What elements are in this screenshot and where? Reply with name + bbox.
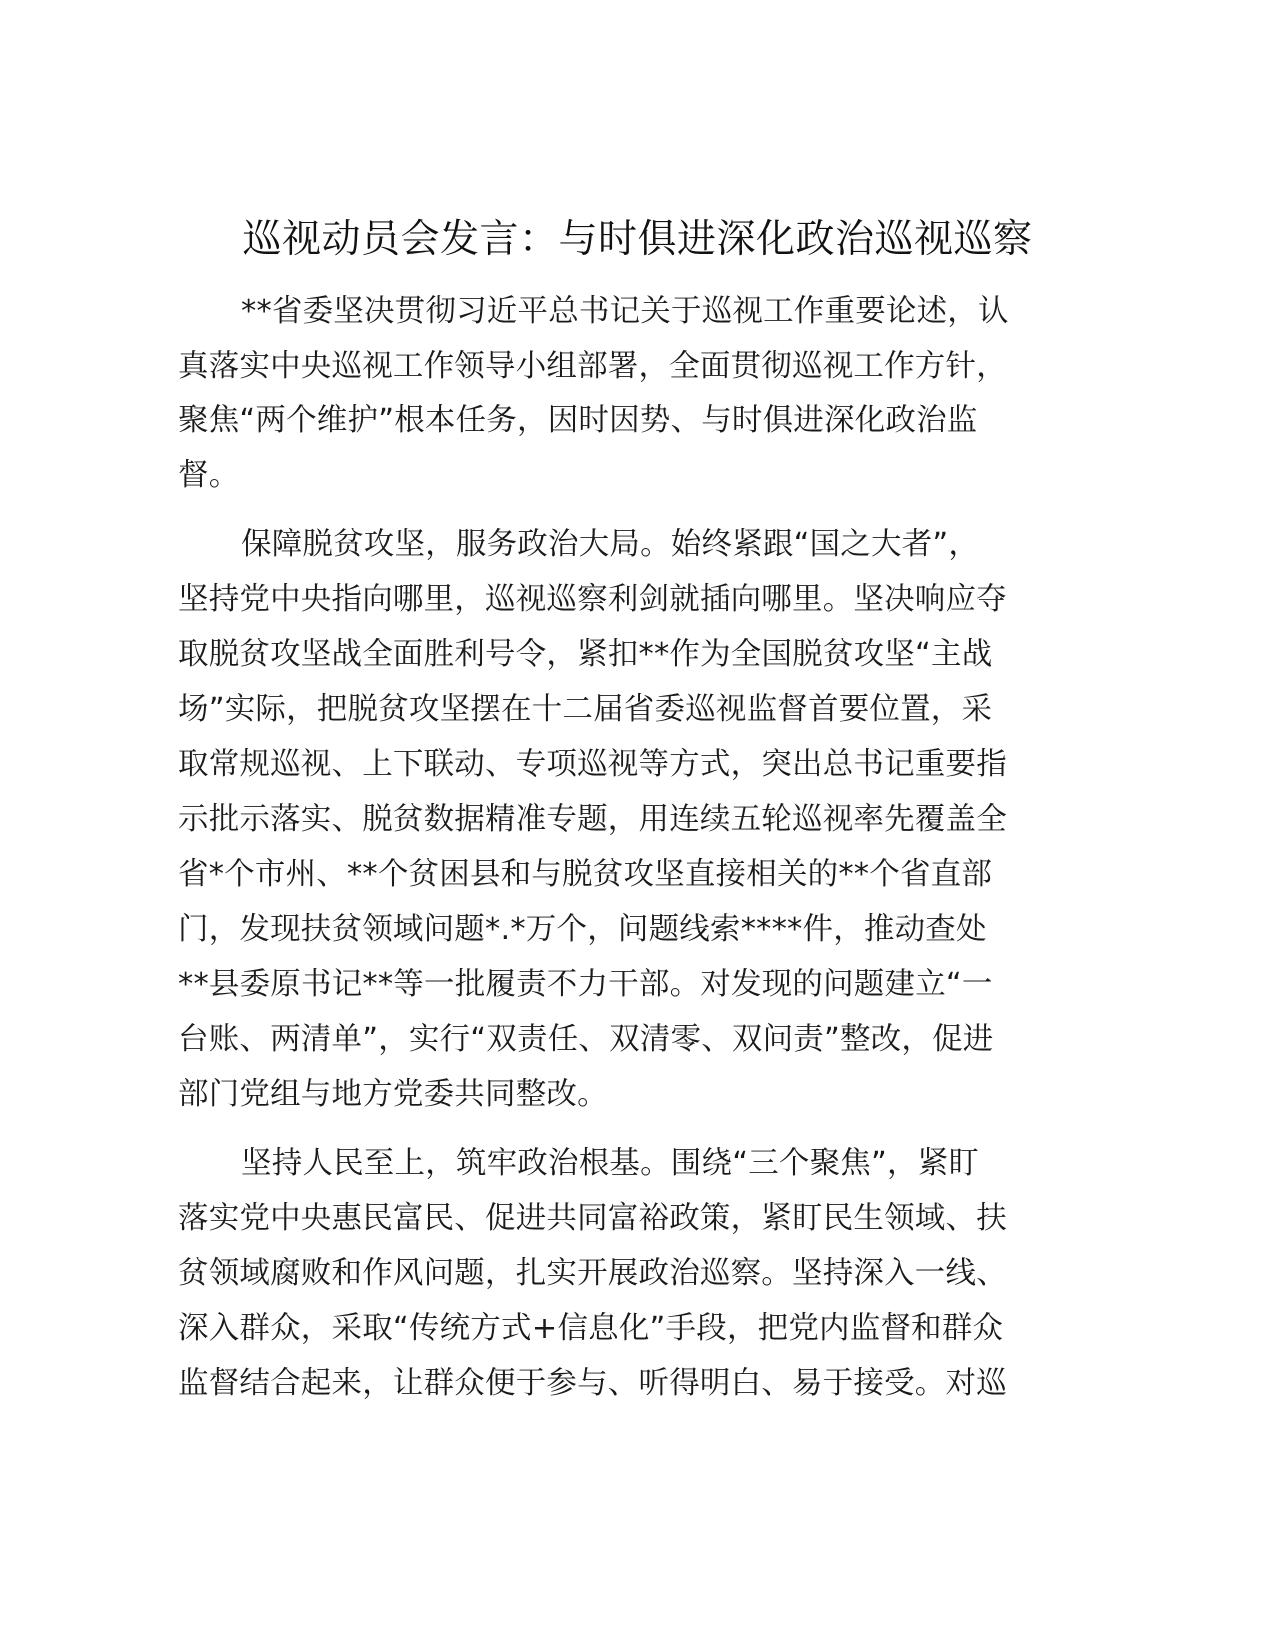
paragraph-line: 省*个市州、**个贫困县和与脱贫攻坚直接相关的**个省直部 (178, 857, 993, 892)
paragraph-line: **省委坚决贯彻习近平总书记关于巡视工作重要论述，认 (241, 294, 1009, 329)
paragraph-line: 场”实际，把脱贫攻坚摆在十二届省委巡视监督首要位置，采 (178, 692, 993, 727)
paragraph-line: 督。 (178, 458, 240, 493)
paragraph-line: 贫领域腐败和作风问题，扎实开展政治巡察。坚持深入一线、 (178, 1256, 1007, 1291)
paragraph-line: 坚持人民至上，筑牢政治根基。围绕“三个聚焦”，紧盯 (241, 1146, 980, 1181)
paragraph-line: 保障脱贫攻坚，服务政治大局。始终紧跟“国之大者”， (241, 527, 980, 562)
paragraph-line: 真落实中央巡视工作领导小组部署，全面贯彻巡视工作方针， (178, 349, 1007, 384)
paragraph-line: 落实党中央惠民富民、促进共同富裕政策，紧盯民生领域、扶 (178, 1201, 1007, 1236)
paragraph-line: 坚持党中央指向哪里，巡视巡察利剑就插向哪里。坚决响应夺 (178, 582, 1007, 617)
paragraph-line: 取常规巡视、上下联动、专项巡视等方式，突出总书记重要指 (178, 747, 1007, 782)
paragraph-line: 示批示落实、脱贫数据精准专题，用连续五轮巡视率先覆盖全 (178, 802, 1007, 837)
paragraph-line: 深入群众，采取“传统方式+信息化”手段，把党内监督和群众 (178, 1311, 1004, 1346)
paragraph-line: 门，发现扶贫领域问题*.*万个，问题线索****件，推动查处 (178, 912, 987, 947)
paragraph-line: 取脱贫攻坚战全面胜利号令，紧扣**作为全国脱贫攻坚“主战 (178, 637, 993, 672)
paragraph-line: 监督结合起来，让群众便于参与、听得明白、易于接受。对巡 (178, 1366, 1007, 1401)
paragraph-line: 部门党组与地方党委共同整改。 (178, 1077, 608, 1112)
paragraph-line: 聚焦“两个维护”根本任务，因时因势、与时俱进深化政治监 (178, 403, 978, 438)
paragraph-line: **县委原书记**等一批履责不力干部。对发现的问题建立“一 (178, 967, 993, 1002)
document-title: 巡视动员会发言：与时俱进深化政治巡视巡察 (242, 217, 1033, 262)
paragraph-line: 台账、两清单”，实行“双责任、双清零、双问责”整改，促进 (178, 1022, 994, 1057)
